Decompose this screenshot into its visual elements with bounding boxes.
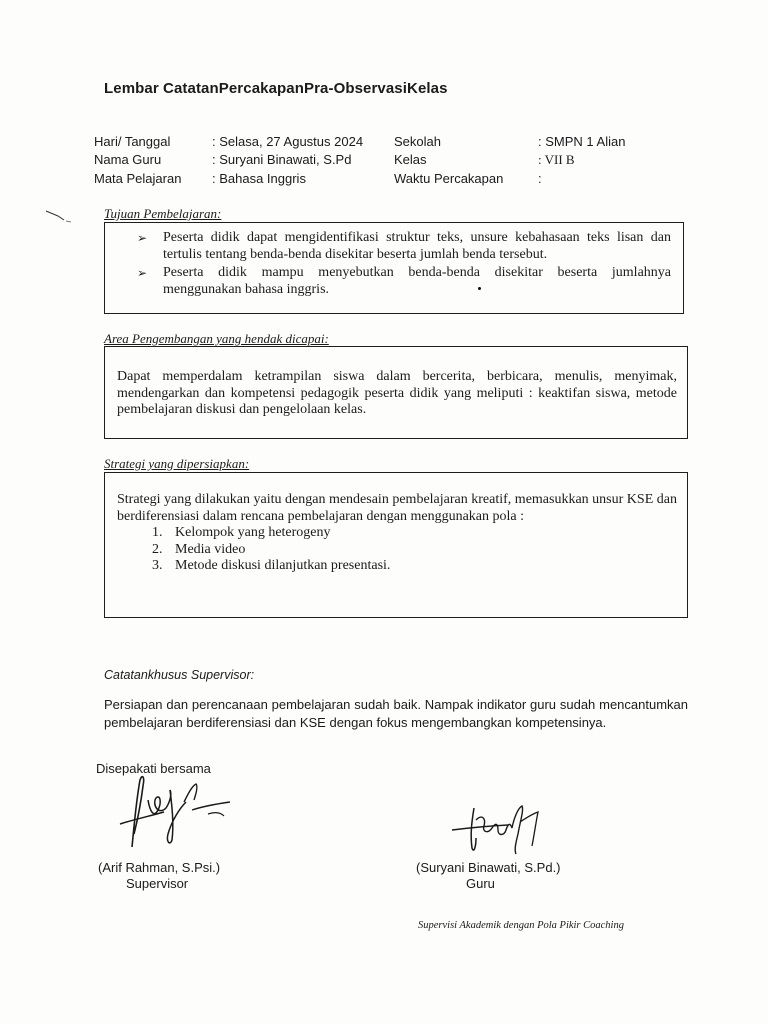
- strategi-item-number: 2.: [152, 541, 163, 557]
- strategi-item: [152, 558, 677, 575]
- arrow-bullet-icon: ➢: [137, 231, 148, 245]
- scan-speck: [478, 287, 481, 290]
- footer-text: Supervisi Akademik dengan Pola Pikir Coaching: [418, 920, 624, 931]
- sekolah-label: Sekolah: [394, 134, 441, 149]
- arrow-bullet-icon: ➢: [137, 266, 148, 280]
- catatan-text: Persiapan dan perencanaan pembelajaran sudah baik. Nampak indikator guru sudah mencantumkan pembelajaran berdiferensiasi dan KSE dengan fokus mengembangkan kompetensinya.: [104, 697, 688, 730]
- strategi-item-number: 1.: [152, 525, 163, 540]
- supervisor-signature: [112, 772, 237, 852]
- guru-name: (Suryani Binawati, S.Pd.): [416, 860, 561, 875]
- strategi-list: [117, 525, 677, 575]
- tujuan-label: Tujuan Pembelajaran:: [104, 206, 222, 221]
- strategi-item: [152, 525, 677, 542]
- strategi-label: Strategi yang dipersiapkan:: [104, 456, 250, 471]
- agreed-text: Disepakati bersama: [96, 761, 211, 776]
- mapel-label: Mata Pelajaran: [94, 171, 182, 186]
- supervisor-role: Supervisor: [126, 876, 189, 891]
- guru-value: : Suryani Binawati, S.Pd: [212, 152, 352, 167]
- tujuan-item-text: Peserta didik mampu menyebutkan benda-benda disekitar beserta jumlahnya menggunakan bahasa inggris.: [163, 265, 671, 297]
- area-label: Area Pengembangan yang hendak dicapai:: [104, 331, 329, 346]
- tujuan-item-text: Peserta didik dapat mengidentifikasi struktur teks, unsure kebahasaan teks lisan dan tertulis tentang benda-benda disekitar beserta jumlah benda tersebut.: [163, 230, 671, 262]
- mapel-value: : Bahasa Inggris: [212, 171, 306, 186]
- strategi-text: Strategi yang dilakukan yaitu dengan mendesain pembelajaran kreatif, memasukkan unsur KSE dan berdiferensiasi dalam rencana pembelajaran dengan menggunakan pola :: [117, 492, 677, 524]
- document-title: Lembar CatatanPercakapanPra-ObservasiKelas: [104, 80, 448, 97]
- guru-role: Guru: [466, 876, 495, 891]
- strategi-item-text: Kelompok yang heterogeny: [175, 525, 331, 540]
- tujuan-item: [133, 265, 671, 298]
- tujuan-box: [104, 222, 684, 314]
- area-text: Dapat memperdalam ketrampilan siswa dalam bercerita, berbicara, menulis, menyimak, mendengarkan dan kompetensi pedagogik peserta didik yang meliputi : keaktifan siswa, metode pembelajaran diskusi dan pengelolaan kelas.: [117, 369, 677, 417]
- strategi-item-text: Media video: [175, 541, 246, 557]
- hari-value: : Selasa, 27 Agustus 2024: [212, 134, 364, 149]
- tujuan-item: [133, 230, 671, 263]
- strategi-box: [104, 472, 688, 618]
- sekolah-value: : SMPN 1 Alian: [538, 134, 626, 149]
- strategi-item: [152, 542, 677, 559]
- hari-label: Hari/ Tanggal: [94, 134, 171, 149]
- waktu-value: :: [538, 171, 542, 186]
- waktu-label: Waktu Percakapan: [394, 171, 504, 186]
- area-box: [104, 346, 688, 439]
- catatan-label: Catatankhusus Supervisor:: [104, 668, 255, 682]
- guru-label: Nama Guru: [94, 152, 162, 167]
- supervisor-name: (Arif Rahman, S.Psi.): [98, 860, 221, 875]
- guru-signature: [448, 802, 548, 858]
- kelas-value: : VII B: [538, 152, 575, 167]
- kelas-label: Kelas: [394, 152, 427, 167]
- tujuan-list: [133, 230, 671, 298]
- strategi-item-text: Metode diskusi dilanjutkan presentasi.: [175, 558, 391, 573]
- strategi-item-number: 3.: [152, 558, 163, 573]
- scan-mark-icon: [44, 208, 74, 224]
